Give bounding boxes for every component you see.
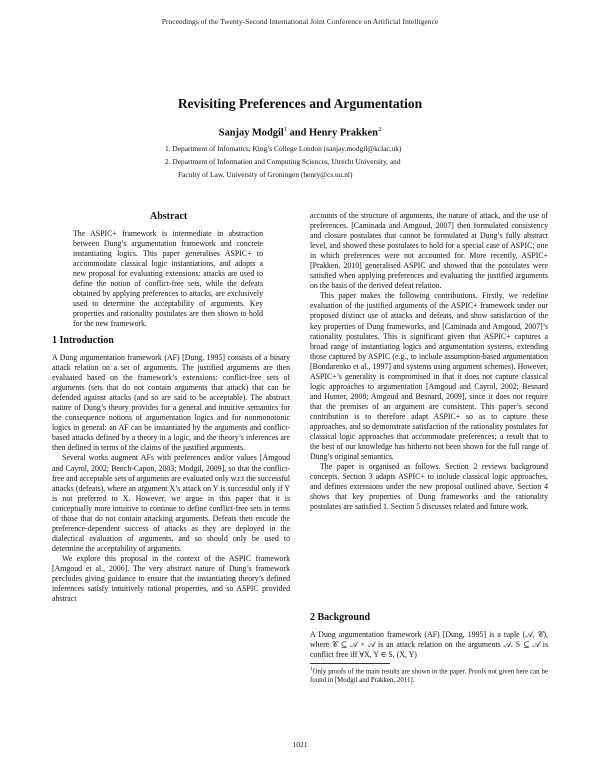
author-1-mark: 1 — [283, 126, 287, 133]
right-paragraph: The paper is organised as follows. Section 2 reviews background concepts. Section 3 adapts ASPIC+ to include classical logic approaches, and defines extensions under the new proposal outlined above. Section 4 shows that key properties of Dung frameworks and the rationality postulates are satisfied 1. Section 5 discusses related and future work. — [310, 462, 548, 512]
affiliation-2: 2. Department of Information and Computing Sciences, Utrecht University, and — [165, 157, 401, 166]
footnote — [310, 666, 548, 685]
proceedings-header: Proceedings of the Twenty-Second International Joint Conference on Artificial Intelligence — [161, 17, 439, 26]
page-number: 1021 — [292, 740, 308, 749]
abstract-heading: Abstract — [150, 211, 188, 222]
author-conjunction: and — [287, 127, 309, 139]
right-paragraph: This paper makes the following contributions. Firstly, we redefine evaluation of the justified arguments of the ASPIC+ framework under our proposed distinct use of attacks and defeats, and show satisfaction of the key properties of Dung frameworks, and [Caminada and Amgoud, 2007]’s rationality postulates. This is significant given that ASPIC+ captures a broad range of instantiating logics and argumentation systems, extending those captured by ASPIC (e.g., to include assumption-based argumentation [Bondarenko et al., 1997] and systems using argument schemes). However, ASPIC+’s generality is compromised in that it does not capture classical logic approaches to argumentation [Amgoud and Cayrol, 2002; Besnard and Hunter, 2008; Amgoud and Besnard, 2009], since it does not require that the premises of an argument are consistent. This paper’s second contribution is to therefore adapt ASPIC+ so as to capture these approaches, and so demonstrate satisfaction of the rationality postulates for classical logic approaches that accommodate preferences; a result that to the best of our knowledge has hitherto not been shown for the full range of Dung’s original semantics. — [310, 291, 548, 462]
section-2-heading: 2 Background — [310, 612, 371, 623]
author-2-mark: 2 — [377, 126, 382, 133]
right-paragraph: accounts of the structure of arguments, the nature of attack, and the use of preferences. [Caminada and Amgoud, 2007] then formulated consistency and closure postulates that cannot be formulated at Dung’s fully abstract level, and showed these postulates to hold for a special case of ASPIC; one in which preferences were not accounted for. More recently, ASPIC+ [Prakken, 2010] generalised ASPIC and showed that the postulates were satisfied when applying preferences and evaluating the justified arguments on the basis of the derived defeat relation. — [310, 211, 548, 291]
right-column-body — [310, 211, 548, 512]
author-line — [0, 126, 600, 138]
footnote-divider — [310, 663, 390, 664]
abstract-body — [73, 229, 263, 329]
intro-paragraph: A Dung argumentation framework (AF) [Dung, 1995] consists of a binary attack relation on a set of arguments. The justified arguments are then evaluated based on the framework’s extensions: conflict-free sets of arguments (sets that do not contain arguments that attack) that can be defended against attacks (and so are said to be acceptable). The abstract nature of Dung’s theory provides for a general and intuitive semantics for the consequence notions of argumentation logics and for nonmonotonic logics in general: an AF can be instantiated by the arguments and conflict-based attacks defined by a theory in a logic, and the theory’s inferences are then defined in terms of the claims of the justified arguments. — [52, 353, 290, 453]
background-paragraph: A Dung argumentation framework (AF) [Dung, 1995] is a tuple (𝒜, 𝒞), where 𝒞 ⊆ 𝒜 × 𝒜 is an attack relation on the arguments 𝒜. S ⊆ 𝒜 is conflict free iff ∀X, Y ∈ S, (X, Y) — [310, 630, 548, 660]
section-1-heading: 1 Introduction — [52, 335, 114, 346]
affiliation-2-cont: Faculty of Law, University of Groningen (henry@cs.uu.nl) — [178, 170, 353, 179]
intro-paragraph: We explore this proposal in the context of the ASPIC framework [Amgoud et al., 2006]. The very abstract nature of Dung’s framework precludes giving guidance to ensure that the instantiating theory’s defined inferences satisfy intuitively rational properties, and so ASPIC provided abstract — [52, 553, 290, 604]
abstract-text: The ASPIC+ framework is intermediate in abstraction between Dung’s argumentation framework and concrete instantiating logics. This paper generalises ASPIC+ to accommodate classical logic instantiations, and adopts a new proposal for evaluating extensions: attacks are used to define the notion of conflict-free sets, while the defeats obtained by applying preferences to attacks, are exclusively used to determine the acceptability of arguments. Key properties and rationality postulates are then shown to hold for the new framework. — [73, 229, 263, 329]
background-body — [310, 630, 548, 660]
paper-title: Revisiting Preferences and Argumentation — [177, 96, 423, 111]
author-2: Henry Prakken — [308, 127, 378, 139]
footnote-mark: 1 — [310, 667, 313, 672]
intro-paragraph: Several works augment AFs with preferences and/or values [Amgoud and Cayrol, 2002; Bench-Capon, 2003; Modgil, 2009], so that the conflict-free and acceptable sets of arguments are evaluated only w.r.t the successful attacks (defeats), where an argument X’s attack on Y is successful only if Y is not preferred to X. However, we argue in this paper that it is conceptually more intuitive to continue to define conflict-free sets in terms of those that do not contain attacking arguments. Defeats then encode the preference-dependent success of attacks as they are deployed in the dialectical evaluation of arguments, and so should only be used to determine the acceptability of arguments. — [52, 453, 290, 553]
footnote-text: Only proofs of the main results are shown in the paper. Proofs not given here can be found in [Modgil and Prakken, 2011]. — [310, 668, 548, 684]
introduction-body — [52, 353, 290, 604]
affiliation-1: 1. Department of Infomatics, King’s College London (sanjay.modgil@kclac.uk) — [165, 144, 402, 153]
author-1: Sanjay Modgil — [218, 127, 284, 139]
